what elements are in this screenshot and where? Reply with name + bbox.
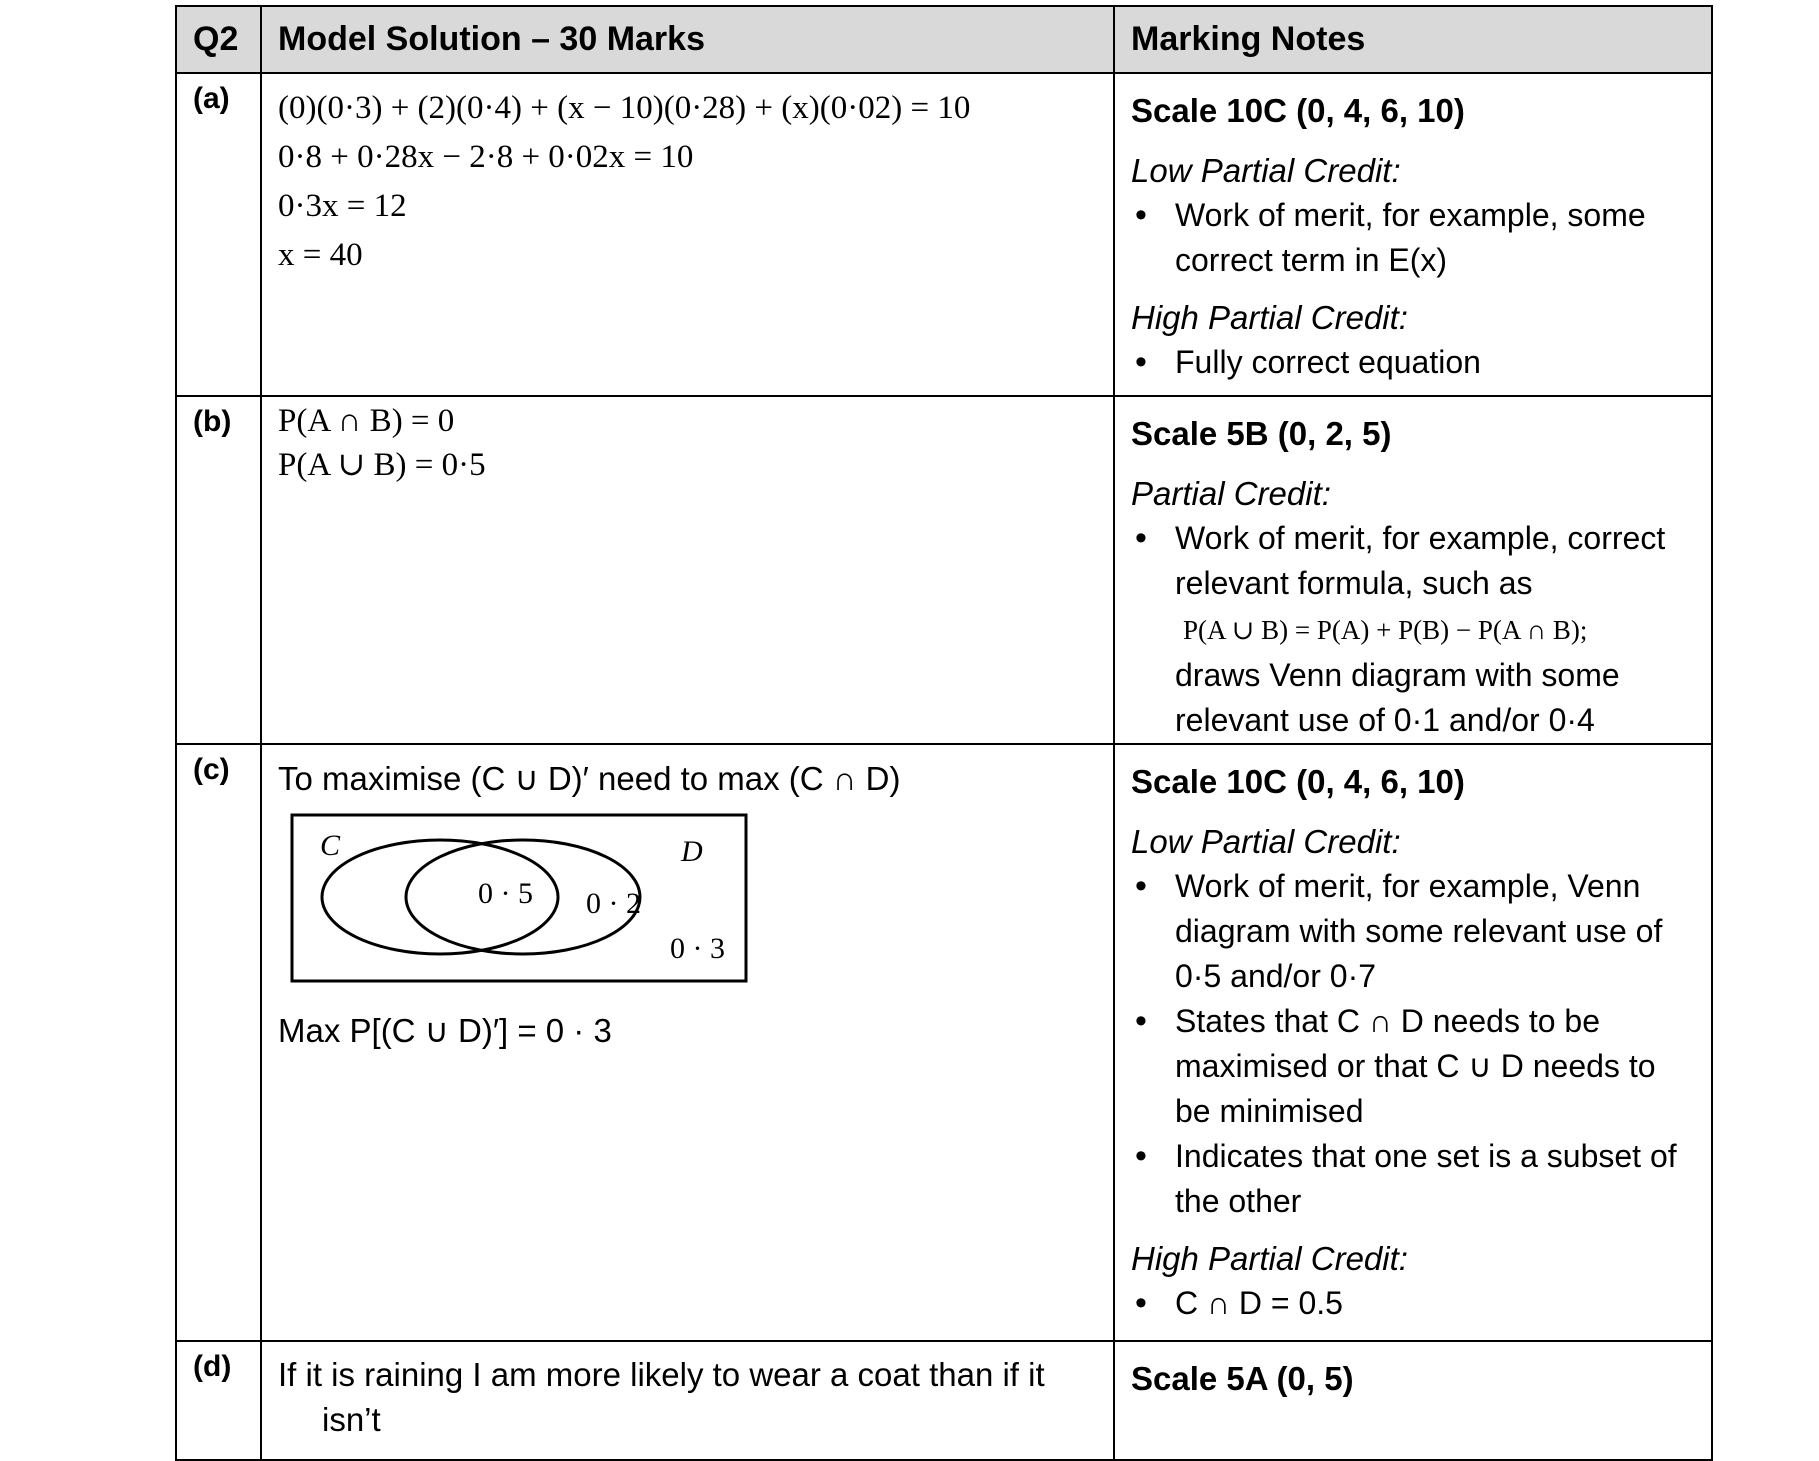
low-credit-title: Low Partial Credit: (1131, 152, 1401, 189)
solution-b (262, 397, 1113, 487)
credit-item: • States that C ∩ D needs to be maximised or that C ∪ D needs to be minimised (1131, 999, 1697, 1134)
venn-outside-value: 0 · 3 (670, 932, 725, 965)
low-credit-title: Low Partial Credit: (1131, 823, 1401, 860)
solution-line: If it is raining I am more likely to wear a coat than if it (278, 1356, 1045, 1393)
venn-label-d: D (681, 835, 703, 868)
notes-header: Marking Notes (1114, 6, 1712, 73)
solution-c (262, 745, 1113, 1053)
solution-line: 0·3x = 12 (278, 188, 407, 224)
credit-item-outro: draws Venn diagram with some relevant use of 0·1 and/or 0·4 (1175, 657, 1620, 738)
partial-credit-title: Partial Credit: (1131, 475, 1331, 512)
solution-line: (0)(0·3) + (2)(0·4) + (x − 10)(0·28) + (x)(0·02) = 10 (278, 90, 971, 126)
row-part-c (176, 744, 1712, 1341)
solution-line: P(A ∪ B) = 0·5 (278, 447, 486, 483)
notes-c (1115, 745, 1711, 1326)
venn-intersection-value: 0 · 5 (478, 877, 533, 910)
credit-item-intro: Work of merit, for example, correct relevant formula, such as (1175, 520, 1666, 601)
venn-d-only-value: 0 · 2 (586, 887, 641, 920)
part-label: (a) (193, 82, 230, 115)
solution-line: x = 40 (278, 237, 363, 273)
venn-diagram (290, 813, 750, 985)
union-formula: P(A ∪ B) = P(A) + P(B) − P(A ∩ B); (1183, 615, 1588, 645)
part-label: (b) (193, 405, 232, 438)
row-part-a (176, 73, 1712, 396)
venn-label-c: C (320, 829, 341, 862)
solution-line: P(A ∩ B) = 0 (278, 403, 455, 439)
credit-item (1131, 516, 1697, 743)
scale-label: Scale 10C (0, 4, 6, 10) (1131, 763, 1465, 800)
solution-header: Model Solution – 30 Marks (261, 6, 1114, 73)
credit-item: • Work of merit, for example, Venn diagram with some relevant use of 0·5 and/or 0·7 (1131, 864, 1697, 999)
header-row (176, 6, 1712, 73)
solution-a (262, 74, 1113, 280)
solution-d (262, 1342, 1113, 1442)
notes-d (1115, 1342, 1711, 1404)
notes-b (1115, 397, 1711, 743)
high-credit-title: High Partial Credit: (1131, 1240, 1408, 1277)
marking-scheme-table (175, 5, 1713, 1461)
credit-item: • Fully correct equation (1131, 340, 1697, 385)
credit-item: • Work of merit, for example, some correct term in E(x) (1131, 193, 1697, 283)
solution-intro: To maximise (C ∪ D)′ need to max (C ∩ D) (278, 760, 901, 797)
credit-item: • C ∩ D = 0.5 (1131, 1281, 1697, 1326)
solution-result: Max P[(C ∪ D)′] = 0 · 3 (278, 1012, 612, 1049)
scale-label: Scale 5B (0, 2, 5) (1131, 415, 1392, 452)
notes-a (1115, 74, 1711, 385)
row-part-d (176, 1341, 1712, 1460)
high-credit-title: High Partial Credit: (1131, 299, 1408, 336)
part-label: (d) (193, 1350, 232, 1383)
row-part-b (176, 396, 1712, 744)
solution-line: 0·8 + 0·28x − 2·8 + 0·02x = 10 (278, 139, 694, 175)
scale-label: Scale 5A (0, 5) (1131, 1360, 1354, 1397)
solution-line: isn’t (322, 1401, 381, 1438)
credit-item: • Indicates that one set is a subset of the other (1131, 1134, 1697, 1224)
part-label: (c) (193, 753, 230, 786)
scale-label: Scale 10C (0, 4, 6, 10) (1131, 92, 1465, 129)
question-header: Q2 (176, 6, 261, 73)
